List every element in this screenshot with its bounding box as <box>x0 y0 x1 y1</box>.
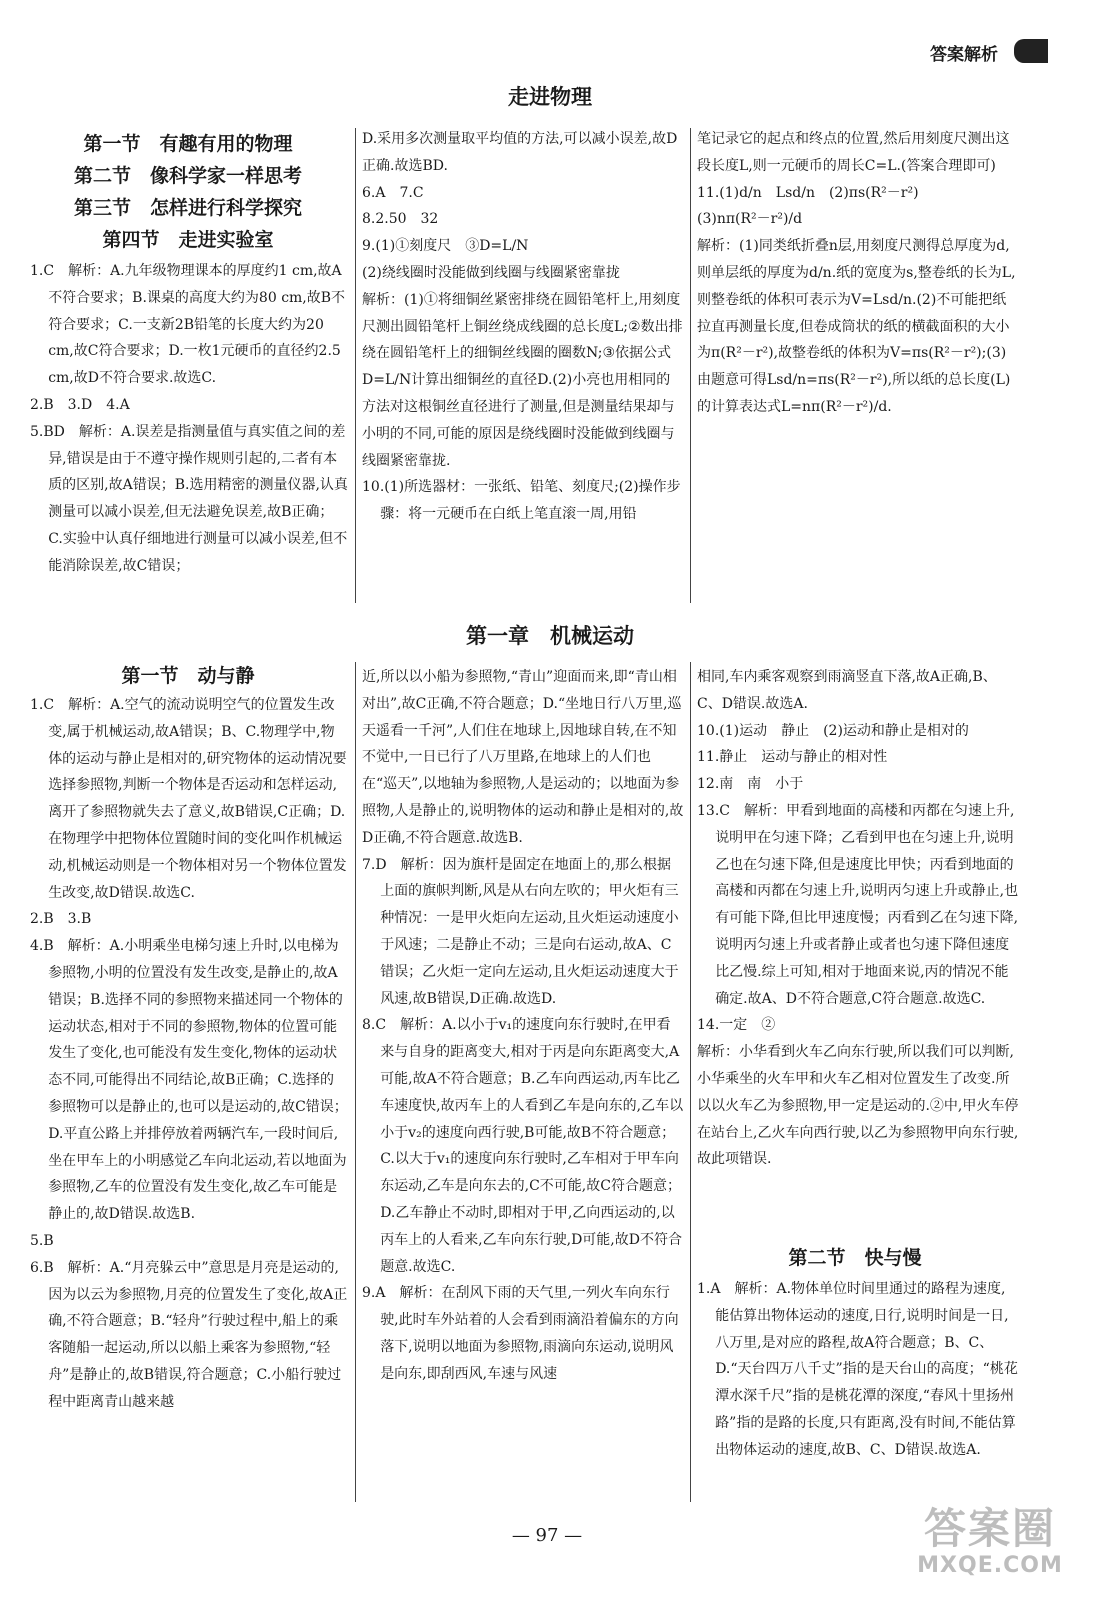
header-label: 答案解析 <box>930 45 998 65</box>
header-tab <box>1014 39 1048 63</box>
answer-item: 8.2.50 32 <box>362 211 439 228</box>
page-number: — 97 — <box>511 1525 583 1546</box>
answer-item: 解析：(1)①将细铜丝紧密排绕在圆铅笔杆上,用刻度尺测出圆铅笔杆上铜丝绕成线圈的总长度L;②数出排绕在圆铅笔杆上的细铜丝线圈的圈数N;③依据公式D=L/N计算出细铜丝的直径D.(2)小亮也用相同的方法对这根铜丝直径进行了测量,但是测量结果却与小明的不同,可能的原因是绕线圈时没能做到线圈与线圈紧密靠拢. <box>362 291 683 469</box>
answer-item: 10.(1)运动 静止 (2)运动和静止是相对的 <box>697 722 969 739</box>
watermark-text: 答案圈 <box>923 1504 1056 1553</box>
section-heading: 第三节 怎样进行科学探究 <box>73 197 302 219</box>
answer-item: 解析：小华看到火车乙向东行驶,所以我们可以判断,小华乘坐的火车甲和火车乙相对位置发生了改变.所以以火车乙为参照物,甲一定是运动的.②中,甲火车停在站台上,乙火车向西行驶,以乙为参照物甲向东行驶,故此项错误. <box>697 1044 1019 1168</box>
top-column-3 <box>697 126 1019 421</box>
column-divider <box>355 662 356 1502</box>
answer-item: 7.D 解析：因为旗杆是固定在地面上的,那么根据上面的旗帜判断,风是从右向左吹的；甲火炬有三种情况：一是甲火炬向左运动,且火炬运动速度小于风速；二是静止不动；三是向右运动,故A、C错误；乙火炬一定向左运动,且火炬运动速度大于风速,故B错误,D正确.故选D. <box>362 856 679 1007</box>
answer-item: 解析：(1)同类纸折叠n层,用刻度尺测得总厚度为d,则单层纸的厚度为d/n.纸的宽度为s,整卷纸的长为L,则整卷纸的体积可表示为V=Lsd/n.(2)不可能把纸拉直再测量长度,但卷成筒状的纸的横截面积的大小为π(R²－r²),故整卷纸的体积为V=πs(R²－r²);(3)由题意可得Lsd/n=πs(R²－r²),所以纸的总长度(L)的计算表达式L=nπ(R²－r²)/d. <box>697 238 1016 415</box>
answer-item: 10.(1)所选器材：一张纸、铅笔、刻度尺;(2)操作步骤：将一元硬币在白纸上笔直滚一周,用铅 <box>362 479 681 523</box>
section-heading: 第四节 走进实验室 <box>102 229 274 251</box>
answer-item: 近,所以以小船为参照物,“青山”迎面而来,即“青山相对出”,故C正确,不符合题意；D.“坐地日行八万里,巡天遥看一千河”,人们住在地球上,因地球自转,在不知不觉中,一日已行了八万里路,在地球上的人们也在“巡天”,以地轴为参照物,人是运动的；以地面为参照物,人是静止的,说明物体的运动和静止是相对的,故D正确,不符合题意.故选B. <box>362 669 684 846</box>
answer-item: 2.B 3.D 4.A <box>30 396 130 413</box>
section-heading: 第一节 动与静 <box>121 665 255 687</box>
top-column-1 <box>30 258 348 580</box>
answer-item: 13.C 解析：甲看到地面的高楼和丙都在匀速上升,说明甲在匀速下降；乙看到甲也在匀速上升,说明乙也在匀速下降,但是速度比甲快；丙看到地面的高楼和丙都在匀速上升,说明丙匀速上升或静止,也有可能下降,但比甲速度慢；丙看到乙在匀速下降,说明丙匀速上升或者静止或者也匀速下降但速度比乙慢.综上可知,相对于地面来说,丙的情况不能确定.故A、D不符合题意,C符合题意.故选C. <box>697 802 1019 1007</box>
section-heading: 第二节 快与慢 <box>788 1247 922 1269</box>
answer-item: 相同,车内乘客观察到雨滴竖直下落,故A正确,B、C、D错误.故选A. <box>697 669 997 712</box>
answer-item: 6.A 7.C <box>362 184 424 201</box>
answer-item: 9.(1)①刻度尺 ③D=L/N <box>362 238 529 255</box>
answer-item: 2.B 3.B <box>30 911 92 928</box>
answer-item: 笔记录它的起点和终点的位置,然后用刻度尺测出这段长度L,则一元硬币的周长C=L.(答案合理即可) <box>697 131 1010 174</box>
answer-item: 4.B 解析：A.小明乘坐电梯匀速上升时,以电梯为参照物,小明的位置没有发生改变,是静止的,故A错误；B.选择不同的参照物来描述同一个物体的运动状态,相对于不同的参照物,物体的位置可能发生了变化,也可能没有发生变化,物体的运动状态不同,可能得出不同结论,故B正确；C.选择的参照物可以是静止的,也可以是运动的,故C错误；D.平直公路上并排停放着两辆汽车,一段时间后,坐在甲车上的小明感觉乙车向北运动,若以地面为参照物,乙车的位置没有发生变化,故乙车可能是静止的,故D错误.故选B. <box>30 938 348 1223</box>
top-column-2 <box>362 126 684 528</box>
answer-item: 14.一定 ② <box>697 1017 776 1034</box>
answer-item: 5.B <box>30 1232 54 1249</box>
top-title: 走进物理 <box>508 85 592 109</box>
answer-item: (3)nπ(R²－r²)/d <box>697 211 803 228</box>
column-divider <box>690 662 691 1502</box>
answer-item: 12.南 南 小于 <box>697 776 804 793</box>
column-divider <box>355 128 356 603</box>
answer-item: 1.C 解析：A.空气的流动说明空气的位置发生改变,属于机械运动,故A错误；B、C.物理学中,物体的运动与静止是相对的,研究物体的运动情况要选择参照物,判断一个物体是否运动和怎样运动,离开了参照物就失去了意义,故B错误,C正确；D.在物理学中把物体位置随时间的变化叫作机械运动,机械运动则是一个物体相对另一个物体位置发生改变,故D错误.故选C. <box>30 697 347 901</box>
answer-item: 11.(1)d/n Lsd/n (2)πs(R²－r²) <box>697 184 919 201</box>
answer-item: 9.A 解析：在刮风下雨的天气里,一列火车向东行驶,此时车外站着的人会看到雨滴沿着偏东的方向落下,说明以地面为参照物,雨滴向东运动,说明风是向东,即刮西风,车速与风速 <box>362 1285 679 1382</box>
answer-item: 1.C 解析：A.九年级物理课本的厚度约1 cm,故A不符合要求；B.课桌的高度大约为80 cm,故B不符合要求；C.一支新2B铅笔的长度大约为20 cm,故C符合要求；D.一枚1元硬币的直径约2.5 cm,故D不符合要求.故选C. <box>30 263 346 387</box>
top-section-list <box>38 128 338 256</box>
column-divider <box>690 128 691 603</box>
chapter-title: 第一章 机械运动 <box>466 624 634 648</box>
answer-item: D.采用多次测量取平均值的方法,可以减小误差,故D正确.故选BD. <box>362 131 678 174</box>
answer-item: (2)绕线圈时没能做到线圈与线圈紧密靠拢 <box>362 264 620 281</box>
answer-item: 6.B 解析：A.“月亮躲云中”意思是月亮是运动的,因为以云为参照物,月亮的位置发生了变化,故A正确,不符合题意；B.“轻舟”行驶过程中,船上的乘客随船一起运动,所以以船上乘客为参照物,“轻舟”是静止的,故B错误,符合题意；C.小船行驶过程中距离青山越来越 <box>30 1259 348 1410</box>
section-heading: 第一节 有趣有用的物理 <box>83 133 293 155</box>
watermark-logo <box>905 1505 1075 1579</box>
answer-item: 8.C 解析：A.以小于v₁的速度向东行驶时,在甲看来与自身的距离变大,相对于丙是向东距离变大,A可能,故A不符合题意；B.乙车向西运动,丙车比乙车速度快,故丙车上的人看到乙车是向东的,乙车以小于v₂的速度向西行驶,B可能,故B不符合题意；C.以大于v₁的速度向东行驶时,乙车相对于甲车向东运动,乙车是向东去的,C不可能,故C符合题意；D.乙车静止不动时,即相对于甲,乙向西运动的,以丙车上的人看来,乙车向东行驶,D可能,故D不符合题意.故选C. <box>362 1017 684 1275</box>
bottom-column-3 <box>697 664 1019 1173</box>
answer-item: 11.静止 运动与静止的相对性 <box>697 749 888 766</box>
section-heading: 第二节 像科学家一样思考 <box>73 165 302 187</box>
bottom-column-2 <box>362 664 684 1388</box>
watermark-url: MXQE.COM <box>917 1553 1063 1578</box>
answer-item: 1.A 解析：A.物体单位时间里通过的路程为速度,能估算出物体运动的速度,日行,说明时间是一日,八万里,是对应的路程,故A符合题意；B、C、D.“天台四万八千丈”指的是天台山的高度；“桃花潭水深千尺”指的是桃花潭的深度,“春风十里扬州路”指的是路的长度,只有距离,没有时间,不能估算出物体运动的速度,故B、C、D错误.故选A. <box>697 1281 1018 1458</box>
answer-item: 5.BD 解析：A.误差是指测量值与真实值之间的差异,错误是由于不遵守操作规则引起的,二者有本质的区别,故A错误；B.选用精密的测量仪器,认真测量可以减小误差,但无法避免误差,故B正确；C.实验中认真仔细地进行测量可以减小误差,但不能消除误差,故C错误； <box>30 423 348 574</box>
bottom-column-1 <box>30 692 348 1416</box>
bottom-column-3b <box>697 1276 1019 1464</box>
